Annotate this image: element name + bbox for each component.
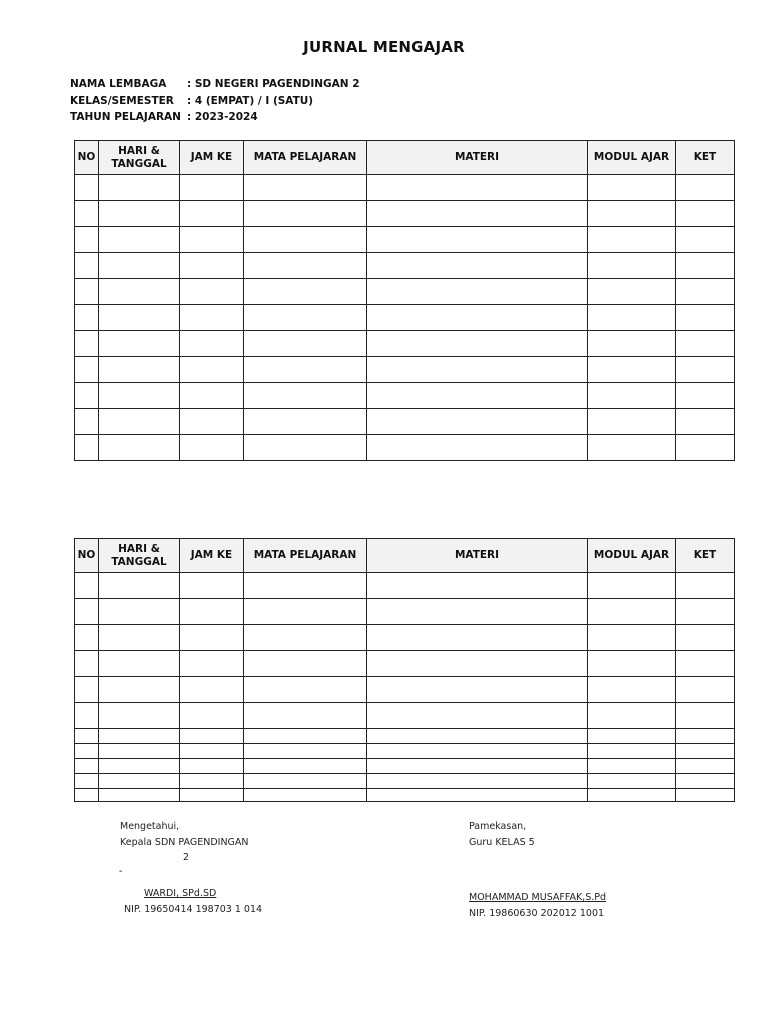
header-hari-line2: TANGGAL — [111, 157, 167, 170]
header-mata-pelajaran: MATA PELAJARAN — [244, 539, 367, 573]
sig-right-line1: Pamekasan, — [469, 821, 527, 832]
signature-right-block — [469, 890, 606, 921]
table-row — [75, 703, 735, 729]
table-row — [75, 227, 735, 253]
headmaster-name: WARDI, SPd.SD — [144, 888, 217, 899]
info-label: TAHUN PELAJARAN — [70, 111, 181, 123]
headmaster-nip: NIP. 19650414 198703 1 014 — [124, 904, 263, 915]
table-row — [75, 305, 735, 331]
header-ket: KET — [676, 141, 735, 175]
table-row — [75, 435, 735, 461]
table-row — [75, 759, 735, 774]
header-mata-pelajaran: MATA PELAJARAN — [244, 141, 367, 175]
document-title: JURNAL MENGAJAR — [303, 38, 465, 56]
table-row — [75, 774, 735, 789]
info-value: : 2023-2024 — [187, 111, 258, 123]
table-row — [75, 729, 735, 744]
table-row — [75, 383, 735, 409]
table-row — [75, 175, 735, 201]
table-header-row — [75, 539, 735, 573]
table-row — [75, 651, 735, 677]
teacher-nip: NIP. 19860630 202012 1001 — [469, 907, 605, 919]
header-hari-line1: HARI & — [118, 144, 160, 157]
signature-right-top — [469, 819, 535, 850]
table-row — [75, 279, 735, 305]
header-materi: MATERI — [367, 141, 588, 175]
info-row-kelas — [70, 93, 360, 110]
header-hari-tanggal — [99, 539, 180, 573]
signature-left-top — [120, 819, 249, 866]
info-block — [70, 76, 360, 126]
header-hari-line1: HARI & — [118, 542, 160, 555]
header-no: NO — [75, 539, 99, 573]
sig-right-line2: Guru KELAS 5 — [469, 836, 535, 848]
table-row — [75, 677, 735, 703]
table-row — [75, 789, 735, 802]
header-hari-tanggal — [99, 141, 180, 175]
table-row — [75, 625, 735, 651]
table-row — [75, 357, 735, 383]
header-materi: MATERI — [367, 539, 588, 573]
info-value: : 4 (EMPAT) / I (SATU) — [187, 94, 314, 107]
header-jam-ke: JAM KE — [180, 539, 244, 573]
info-label: NAMA LEMBAGA — [70, 78, 167, 90]
sig-left-line1: Mengetahui, — [120, 821, 180, 832]
table-header-row — [75, 141, 735, 175]
table-row — [75, 599, 735, 625]
header-modul-ajar: MODUL AJAR — [588, 141, 676, 175]
info-value: : SD NEGERI PAGENDINGAN 2 — [187, 78, 360, 90]
table-row — [75, 201, 735, 227]
signature-left-nip — [124, 902, 262, 918]
header-ket: KET — [676, 539, 735, 573]
header-hari-line2: TANGGAL — [111, 555, 167, 568]
sig-left-line2: Kepala SDN PAGENDINGAN — [120, 836, 249, 848]
journal-table-1 — [74, 140, 735, 461]
table-row — [75, 409, 735, 435]
header-jam-ke: JAM KE — [180, 141, 244, 175]
header-no: NO — [75, 141, 99, 175]
signature-left-name — [144, 886, 216, 902]
table-row — [75, 573, 735, 599]
table-row — [75, 744, 735, 759]
table-row — [75, 331, 735, 357]
info-row-tahun — [70, 109, 360, 126]
journal-table-2 — [74, 538, 735, 802]
teacher-name: MOHAMMAD MUSAFFAK,S.Pd — [469, 892, 607, 903]
info-label: KELAS/SEMESTER — [70, 94, 174, 107]
info-row-lembaga — [70, 76, 360, 93]
header-modul-ajar: MODUL AJAR — [588, 539, 676, 573]
dash-mark: - — [119, 866, 123, 877]
sig-left-line3: 2 — [183, 852, 190, 863]
table-row — [75, 253, 735, 279]
